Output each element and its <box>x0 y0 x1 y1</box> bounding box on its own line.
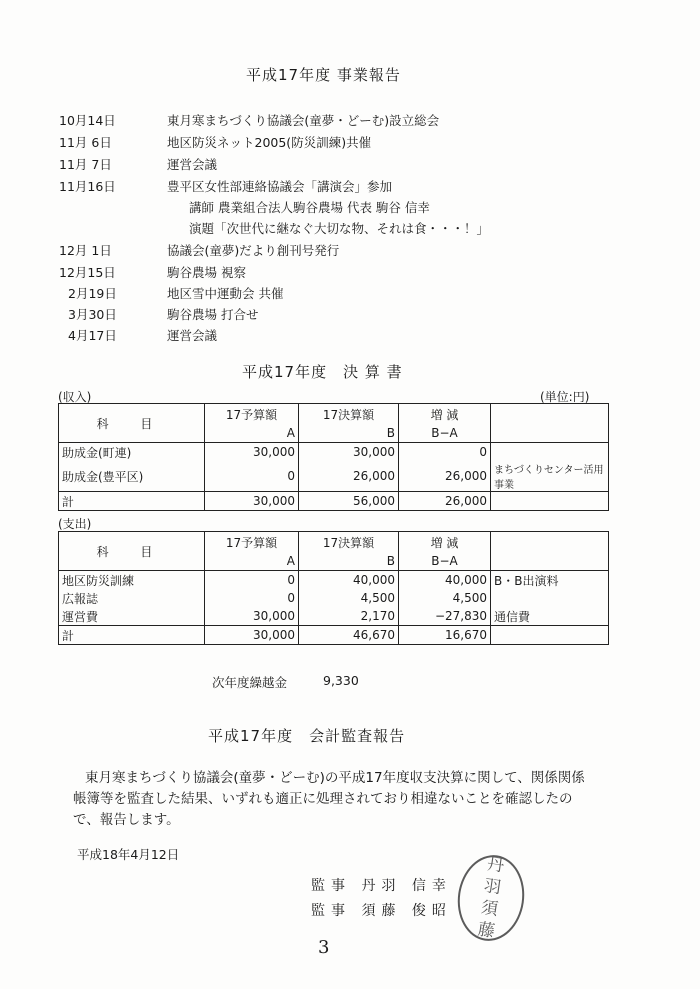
actual-header: 17決算額 <box>299 404 399 425</box>
row-budget: 0 <box>205 461 299 492</box>
budget-header: 17予算額 <box>205 404 299 425</box>
budget-header: 17予算額 <box>205 532 299 553</box>
activity-date: 11月 6日 <box>59 135 112 150</box>
row-budget: 30,000 <box>205 443 299 462</box>
row-note: まちづくりセンター活用事業 <box>491 461 609 492</box>
activity-date: 3月30日 <box>68 307 117 322</box>
row-note <box>491 626 609 645</box>
row-subject: 助成金(町連) <box>59 443 205 462</box>
activity-text: 豊平区女性部連絡協議会「講演会」参加 <box>167 179 393 194</box>
activity-text: 運営会議 <box>167 157 218 172</box>
row-diff: 26,000 <box>399 492 491 511</box>
row-subject: 広報誌 <box>59 589 205 607</box>
seal-char: 羽 <box>482 876 503 899</box>
audit-body: 東月寒まちづくり協議会(童夢・どーむ)の平成17年度収支決算に関して、関係関係帳簿等を監査した結果、いずれも適正に処理されており相違ないことを確認したので、報告します。 <box>73 770 585 828</box>
row-diff: 40,000 <box>399 571 491 590</box>
activity-text: 講師 農業組合法人駒谷農場 代表 駒谷 信幸 <box>189 200 430 215</box>
income-label: (収入) <box>58 390 92 404</box>
audit-title: 平成17年度 会計監査報告 <box>208 727 406 745</box>
row-actual: 30,000 <box>299 443 399 462</box>
row-note <box>491 492 609 511</box>
activity-text: 協議会(童夢)だより創刊号発行 <box>167 243 340 258</box>
row-budget: 0 <box>205 589 299 607</box>
expense-table <box>58 531 609 645</box>
activity-date: 11月 7日 <box>59 157 112 172</box>
row-budget: 30,000 <box>205 492 299 511</box>
row-actual: 2,170 <box>299 607 399 626</box>
subject-header: 科 目 <box>59 404 205 443</box>
row-subject: 計 <box>59 626 205 645</box>
row-budget: 0 <box>205 571 299 590</box>
row-note <box>491 589 609 607</box>
note-header <box>491 404 609 443</box>
seal-char: 須 <box>479 897 500 920</box>
audit-date: 平成18年4月12日 <box>77 847 180 862</box>
row-actual: 4,500 <box>299 589 399 607</box>
seal-char: 藤 <box>476 919 497 942</box>
diff-header: 増 減 <box>399 404 491 425</box>
row-subject: 運営費 <box>59 607 205 626</box>
actual-subheader: B <box>299 424 399 443</box>
row-subject: 計 <box>59 492 205 511</box>
activity-text: 運営会議 <box>167 328 218 343</box>
carryover-value: 9,330 <box>323 673 359 688</box>
activity-date: 12月15日 <box>59 265 116 280</box>
diff-subheader: B−A <box>399 552 491 571</box>
row-note <box>491 443 609 462</box>
row-subject: 地区防災訓練 <box>59 571 205 590</box>
report-title: 平成17年度 事業報告 <box>246 66 401 84</box>
auditor-signature: 監事 丹羽 信幸 <box>311 878 452 894</box>
diff-subheader: B−A <box>399 424 491 443</box>
expense-label: (支出) <box>58 517 92 531</box>
table-row <box>59 589 609 607</box>
activity-date: 12月 1日 <box>59 243 112 258</box>
row-diff: 26,000 <box>399 461 491 492</box>
budget-subheader: A <box>205 424 299 443</box>
activity-date: 10月14日 <box>59 113 116 128</box>
activity-text: 駒谷農場 視察 <box>167 265 246 280</box>
auditor-signature: 監事 須藤 俊昭 <box>311 903 452 919</box>
activity-date: 2月19日 <box>68 286 117 301</box>
row-diff: −27,830 <box>399 607 491 626</box>
budget-subheader: A <box>205 552 299 571</box>
row-actual: 56,000 <box>299 492 399 511</box>
note-header <box>491 532 609 571</box>
row-diff: 0 <box>399 443 491 462</box>
activity-date: 11月16日 <box>59 179 116 194</box>
income-table <box>58 403 609 511</box>
unit-label: (単位:円) <box>540 390 590 404</box>
total-row <box>59 492 609 511</box>
seal-stamp <box>452 851 529 945</box>
table-row <box>59 571 609 590</box>
row-note: 通信費 <box>491 607 609 626</box>
table-row <box>59 607 609 626</box>
activity-text: 地区雪中運動会 共催 <box>167 286 284 301</box>
activity-date: 4月17日 <box>68 328 117 343</box>
activity-text: 地区防災ネット2005(防災訓練)共催 <box>167 135 372 150</box>
row-subject: 助成金(豊平区) <box>59 461 205 492</box>
row-budget: 30,000 <box>205 626 299 645</box>
actual-header: 17決算額 <box>299 532 399 553</box>
activity-text: 演題「次世代に継なぐ大切な物、それは食・・・！」 <box>189 221 490 236</box>
subject-header: 科 目 <box>59 532 205 571</box>
row-diff: 16,670 <box>399 626 491 645</box>
row-actual: 46,670 <box>299 626 399 645</box>
actual-subheader: B <box>299 552 399 571</box>
activity-text: 東月寒まちづくり協議会(童夢・どーむ)設立総会 <box>167 113 440 128</box>
table-row <box>59 461 609 492</box>
table-row <box>59 443 609 462</box>
page-number: 3 <box>318 937 330 958</box>
carryover-label: 次年度繰越金 <box>212 675 288 690</box>
activity-text: 駒谷農場 打合せ <box>167 307 259 322</box>
row-actual: 26,000 <box>299 461 399 492</box>
row-diff: 4,500 <box>399 589 491 607</box>
row-actual: 40,000 <box>299 571 399 590</box>
settlement-title: 平成17年度 決 算 書 <box>242 363 403 381</box>
row-budget: 30,000 <box>205 607 299 626</box>
seal-char: 丹 <box>485 854 506 877</box>
diff-header: 増 減 <box>399 532 491 553</box>
row-note: B・B出演料 <box>491 571 609 590</box>
total-row <box>59 626 609 645</box>
